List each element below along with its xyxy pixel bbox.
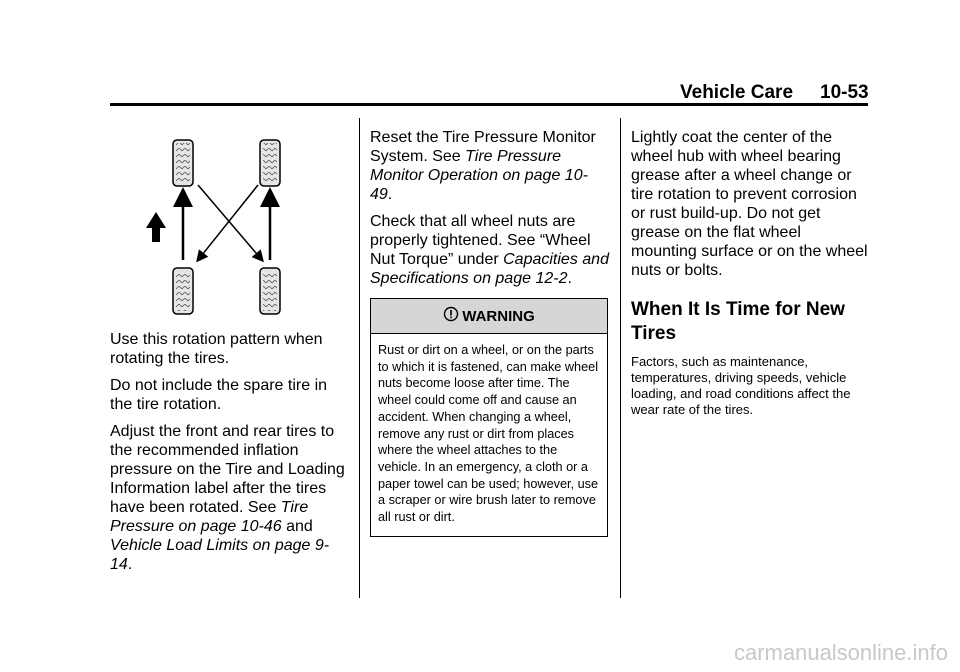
new-tires-heading: When It Is Time for New Tires [631,299,845,344]
grease-text: Lightly coat the center of the wheel hub with wheel bearing grease after a wheel change or tire rotation to prevent corrosion or rust build-up. Do not get grease on the flat wheel mounting surface or on the wheel nuts or bolts. [631,129,868,279]
column-divider [359,118,360,598]
wheel-nuts-text: Check that all wheel nuts are properly tightened. See “Wheel Nut Torque” under Capacities and Specifications on page 12-2. [370,213,609,287]
ref-vehicle-load-limits[interactable]: Vehicle Load Limits on page 9-14 [110,537,330,573]
warning-box [370,298,608,537]
tire-rotation-diagram [140,130,340,320]
page-number: 10-53 [820,82,869,103]
ref-tire-pressure[interactable]: Tire Pressure on page 10-46 [110,499,309,535]
warning-header [371,299,607,334]
forward-direction-icon [146,212,166,242]
column-3 [631,128,871,426]
warning-body: Rust or dirt on a wheel, or on the parts to which it is fastened, can make wheel nuts become loose after time. The wheel could come off and cause an accident. When changing a wheel, remove any rust or dirt from places where the wheel attaches to the vehicle. In an emergency, a cloth or a paper towel can be used; however, use a scraper or wire brush later to remove all rust or dirt. [378,343,599,525]
tire-rear-left-icon [173,268,193,314]
wear-factors-text: Factors, such as maintenance, temperatures, driving speeds, vehicle loading, and road conditions affect the wear rate of the tires. [631,354,851,417]
column-2 [370,128,610,537]
reset-tpms-text: Reset the Tire Pressure Monitor System. See Tire Pressure Monitor Operation on page 10-49. [370,129,596,203]
column-1 [110,330,350,582]
warning-title: WARNING [462,307,535,325]
tire-front-left-icon [173,140,193,186]
ref-tpms-operation[interactable]: Tire Pressure Monitor Operation on page 10-49 [370,148,588,203]
rotation-pattern-text: Use this rotation pattern when rotating the tires. [110,331,323,367]
warning-icon [443,306,459,327]
watermark: carmanualsonline.info [733,640,948,665]
tire-rear-right-icon [260,268,280,314]
ref-capacities-specs[interactable]: Capacities and Specifications on page 12-2 [370,251,609,287]
section-title: Vehicle Care [680,82,794,103]
tire-front-right-icon [260,140,280,186]
header-rule [110,103,868,106]
column-divider [620,118,621,598]
adjust-pressure-text: Adjust the front and rear tires to the recommended inflation pressure on the Tire and Loading Information label after the tires have been rotated. See Tire Pressure on page 10-46 and Vehicle Load Limits on page 9-14. [110,423,345,573]
spare-tire-text: Do not include the spare tire in the tire rotation. [110,377,328,413]
